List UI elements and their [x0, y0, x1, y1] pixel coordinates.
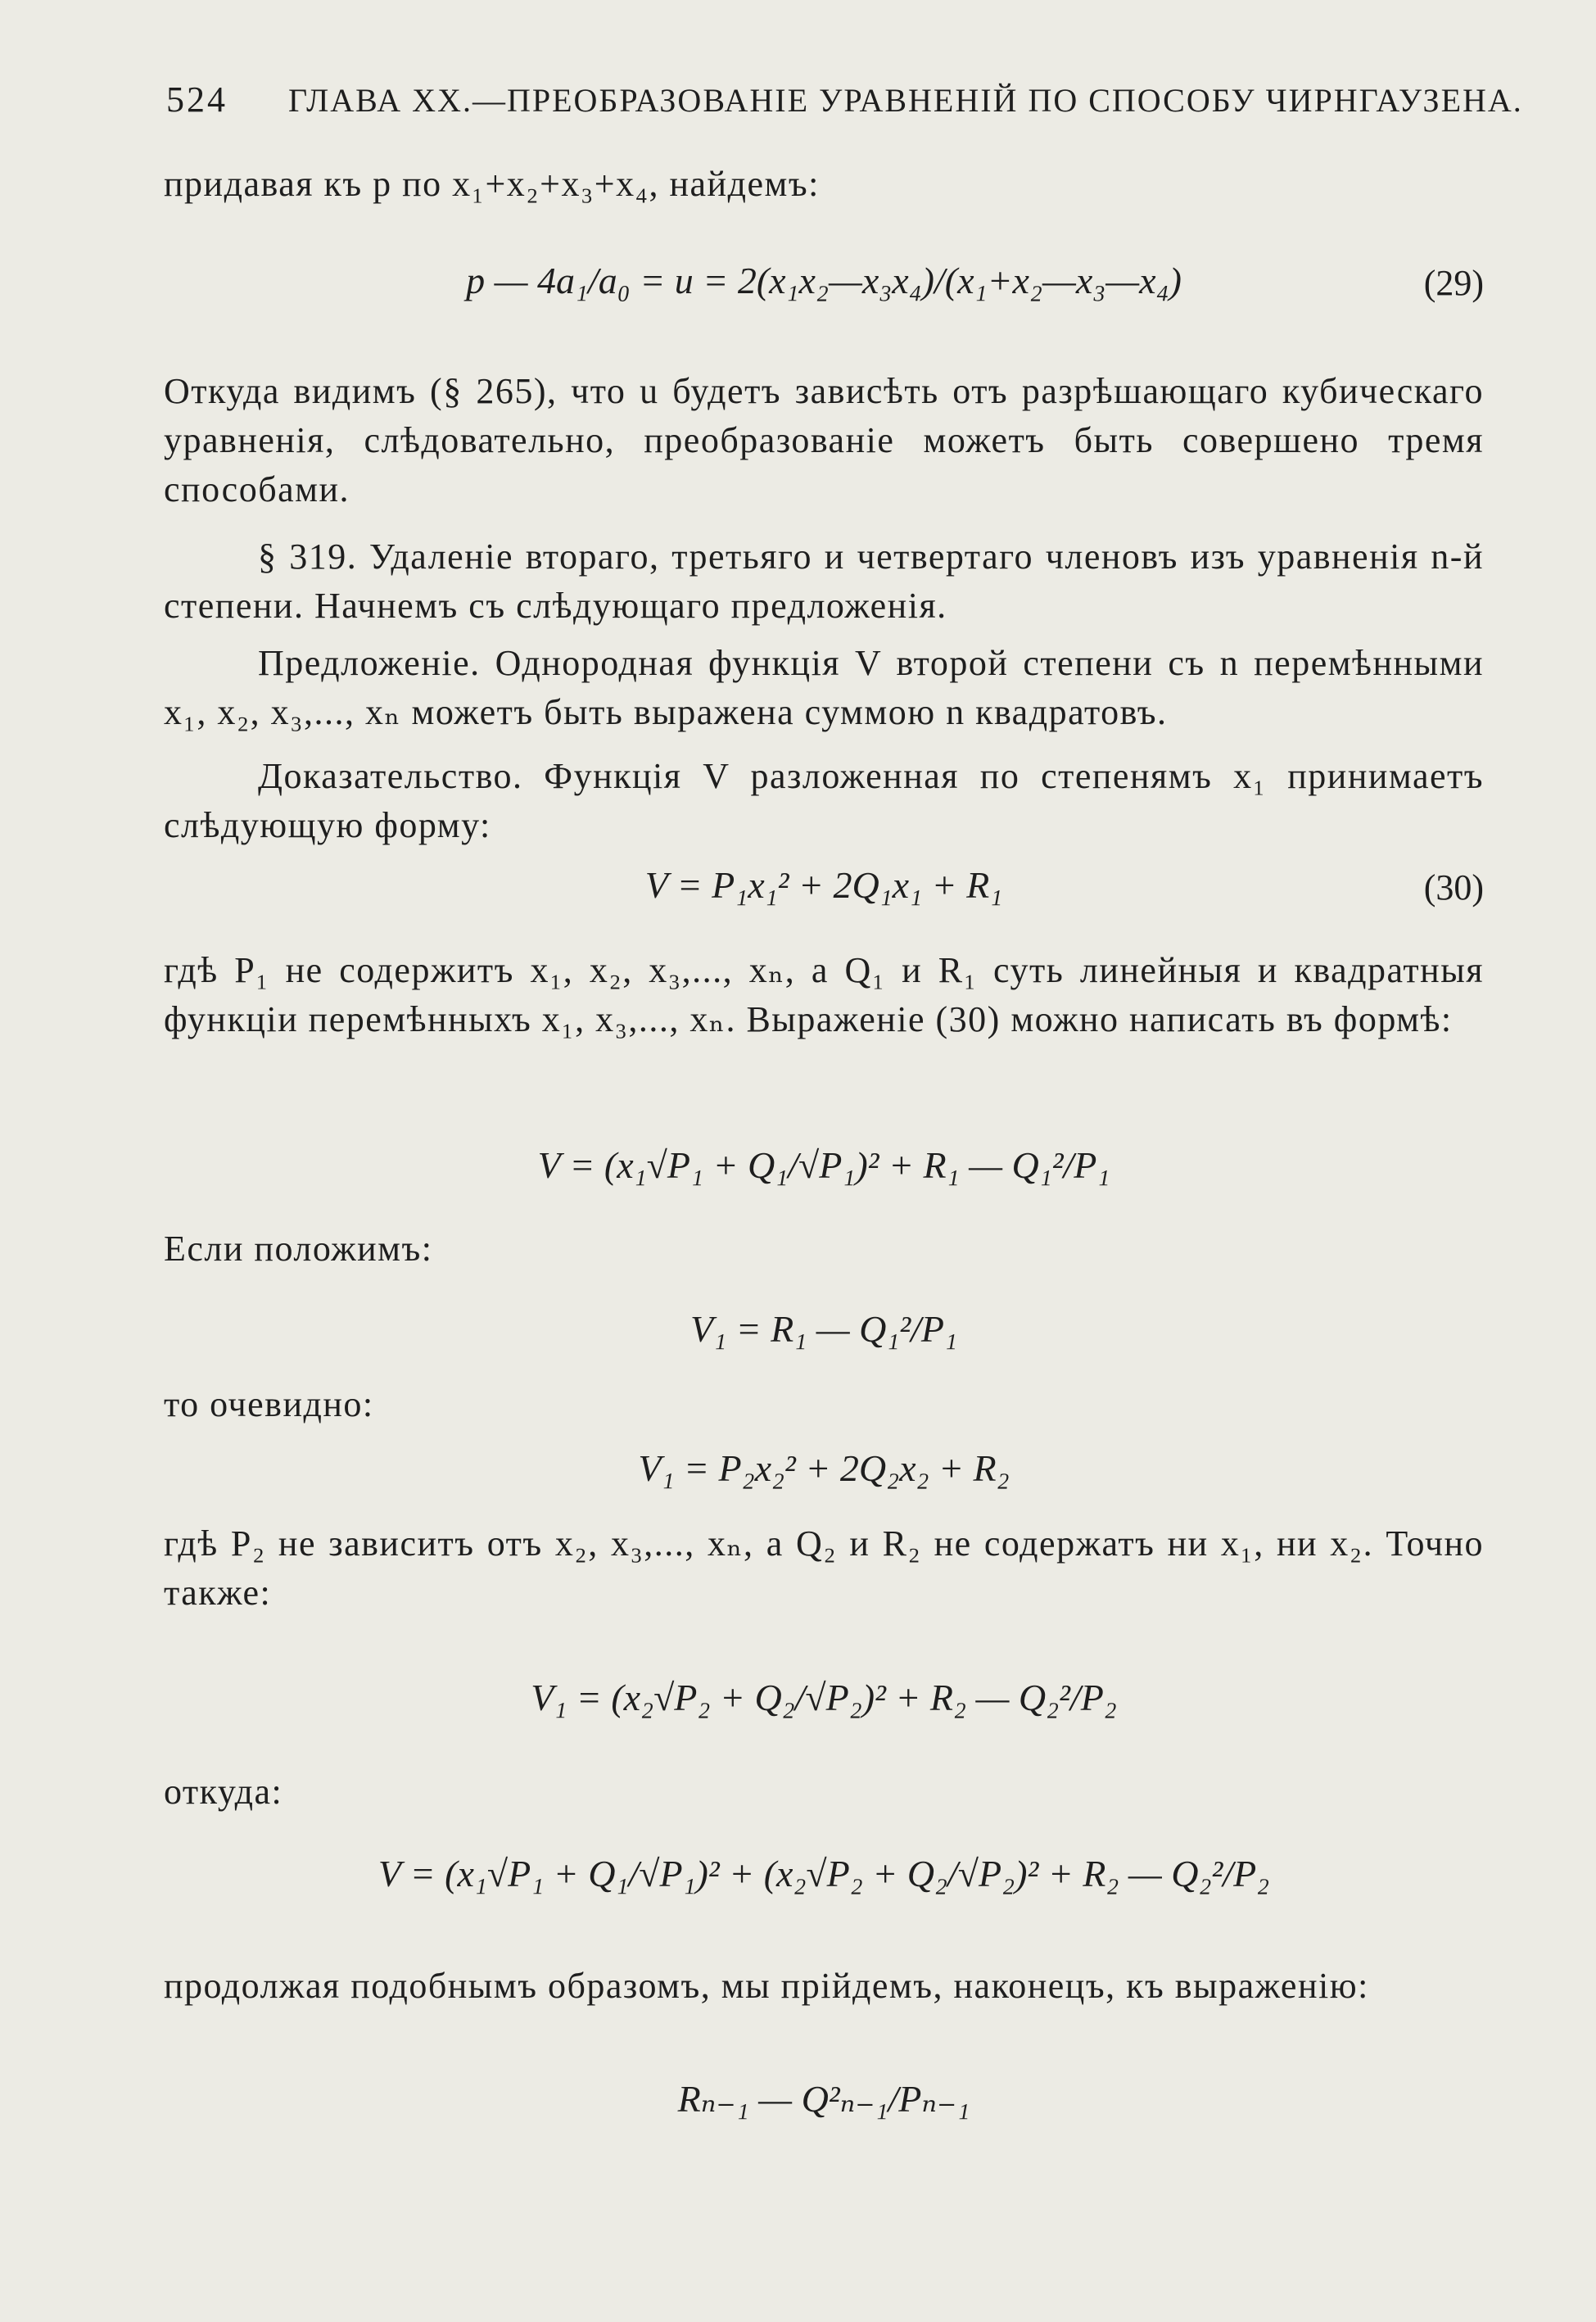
- paragraph-10: откуда:: [164, 1772, 283, 1812]
- running-title: ГЛАВА XX.—ПРЕОБРАЗОВАНІЕ УРАВНЕНІЙ ПО СПОСОБУ ЧИРНГАУЗЕНА.: [288, 82, 1523, 119]
- paragraph-9: гдѣ P₂ не зависитъ отъ x₂, x₃,..., xₙ, а Q₂ и R₂ не содержатъ ни x₁, ни x₂. Точно также:: [164, 1523, 1484, 1613]
- equation-f: [164, 2048, 1484, 2146]
- equation-c: [164, 1440, 1484, 1497]
- proof-text: Доказательство. Функція V разложенная по степенямъ x₁ принимаетъ слѣдующую форму:: [164, 756, 1484, 845]
- equation-30: [164, 860, 1484, 909]
- equation-30-number: (30): [1423, 867, 1484, 908]
- page-number: 524: [166, 79, 228, 120]
- paragraph-11: продолжая подобнымъ образомъ, мы прійдемъ, наконецъ, къ выраженію:: [164, 1966, 1369, 2006]
- equation-a-body: V = (x₁√P₁ + Q₁/√P₁)² + R₁ — Q₁²/P₁: [537, 1144, 1110, 1186]
- section-319-paragraph: [164, 532, 1484, 631]
- paragraph-6: гдѣ P₁ не содержитъ x₁, x₂, x₃,..., xₙ, а Q₁ и R₁ суть линейныя и квадратныя функціи перемѣнныхъ x₁, x₃,..., xₙ. Выраженіе (30) можно написать въ формѣ:: [164, 950, 1484, 1039]
- proposition-paragraph: [164, 639, 1484, 737]
- running-header: [166, 79, 1523, 120]
- paragraph-8: то очевидно:: [164, 1384, 374, 1424]
- paragraph-7: Если положимъ:: [164, 1229, 433, 1269]
- equation-c-body: V₁ = P₂x₂² + 2Q₂x₂ + R₂: [638, 1447, 1010, 1489]
- equation-a: [164, 1114, 1484, 1212]
- equation-d-body: V₁ = (x₂√P₂ + Q₂/√P₂)² + R₂ — Q₂²/P₂: [531, 1677, 1117, 1718]
- proof-paragraph: [164, 752, 1484, 850]
- equation-e-body: V = (x₁√P₁ + Q₁/√P₁)² + (x₂√P₂ + Q₂/√P₂)² + R₂ — Q₂²/P₂: [378, 1853, 1270, 1894]
- equation-e: [164, 1822, 1484, 1921]
- equation-29: [164, 238, 1484, 336]
- paragraph-2: Откуда видимъ (§ 265), что u будетъ зависѣть отъ разрѣшающаго кубическаго уравненія, слѣдовательно, преобразованіе можетъ быть совершено тремя способами.: [164, 371, 1484, 509]
- equation-30-body: V = P₁x₁² + 2Q₁x₁ + R₁: [644, 864, 1003, 906]
- equation-29-body: p — 4a₁/a₀ = u = 2(x₁x₂—x₃x₄)/(x₁+x₂—x₃—x₄): [466, 260, 1182, 301]
- equation-b-body: V₁ = R₁ — Q₁²/P₁: [690, 1308, 957, 1350]
- proposition-text: Предложеніе. Однородная функція V второй степени съ n перемѣнными x₁, x₂, x₃,..., xₙ можетъ быть выражена суммою n квадратовъ.: [164, 643, 1484, 732]
- section-319-text: § 319. Удаленіе втораго, третьяго и четвертаго членовъ изъ уравненія n-й степени. Начнемъ съ слѣдующаго предложенія.: [164, 536, 1484, 626]
- equation-d: [164, 1646, 1484, 1745]
- equation-f-body: Rₙ₋₁ — Q²ₙ₋₁/Pₙ₋₁: [677, 2078, 970, 2120]
- paragraph-1: придавая къ p по x₁+x₂+x₃+x₄, найдемъ:: [164, 164, 820, 204]
- equation-29-number: (29): [1423, 263, 1484, 303]
- equation-b: [164, 1278, 1484, 1376]
